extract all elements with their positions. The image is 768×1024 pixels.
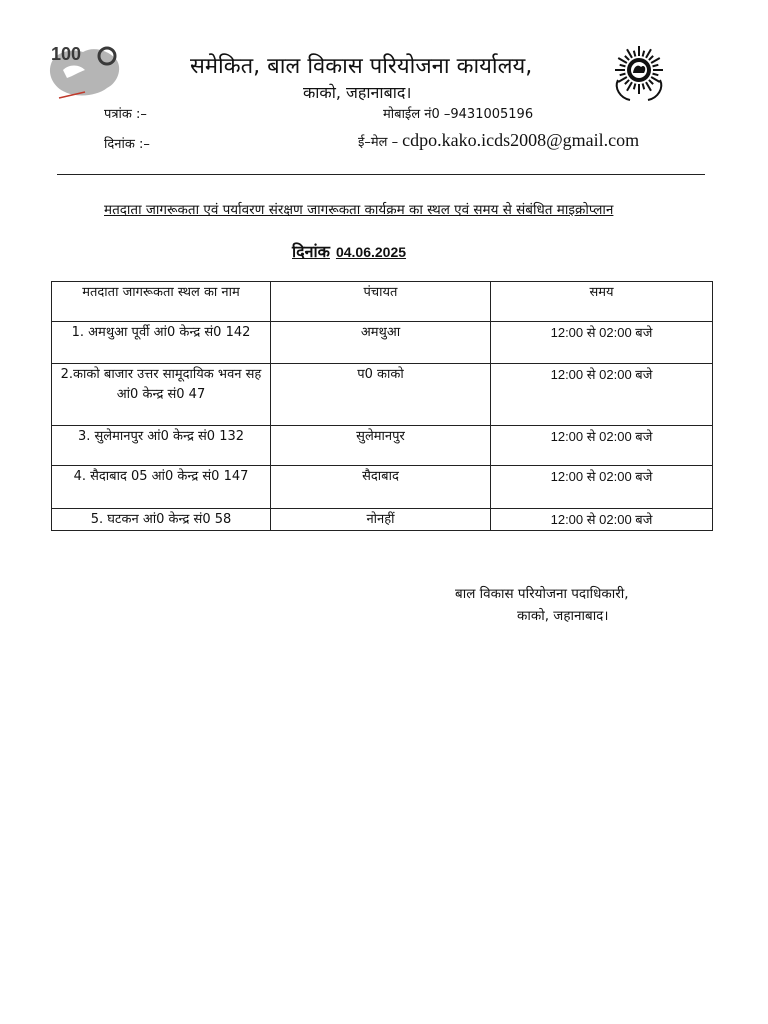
table-row bbox=[52, 509, 713, 531]
panchayat-cell: नोनहीं bbox=[271, 509, 491, 531]
time-cell: 12:00 से 02:00 बजे bbox=[491, 364, 713, 426]
microplan-table bbox=[51, 281, 713, 531]
panchayat-cell: अमथुआ bbox=[271, 322, 491, 364]
reference-number-label: पत्रांक :– bbox=[104, 107, 147, 122]
email-address: cdpo.kako.icds2008@gmail.com bbox=[402, 130, 640, 150]
emblem-ray bbox=[649, 56, 653, 60]
emblem-ray bbox=[651, 58, 660, 63]
emblem-ray bbox=[620, 65, 626, 67]
time-cell: 12:00 से 02:00 बजे bbox=[491, 466, 713, 509]
signatory-location: काको, जहानाबाद। bbox=[517, 608, 609, 624]
letter-date-label: दिनांक :– bbox=[104, 137, 150, 152]
emblem-ray bbox=[618, 58, 627, 63]
header-site: मतदाता जागरूकता स्थल का नाम bbox=[52, 282, 271, 322]
program-date-label: दिनांक bbox=[292, 242, 330, 261]
table-header-row bbox=[52, 282, 713, 322]
emblem-ray bbox=[651, 77, 660, 82]
header-panchayat: पंचायत bbox=[271, 282, 491, 322]
emblem-ray bbox=[634, 51, 636, 57]
emblem-ray bbox=[653, 74, 659, 76]
site-cell: 1. अमथुआ पूर्वी आं0 केन्द्र सं0 142 bbox=[52, 322, 271, 364]
emblem-ray bbox=[625, 80, 629, 84]
site-cell: 3. सुलेमानपुर आं0 केन्द्र सं0 132 bbox=[52, 426, 271, 466]
header-time: समय bbox=[491, 282, 713, 322]
emblem-ray bbox=[627, 49, 632, 58]
left-logo-number: 100 bbox=[51, 44, 82, 64]
emblem-ray bbox=[625, 56, 629, 60]
mobile-number: मोबाईल नं0 –9431005196 bbox=[383, 107, 534, 122]
emblem-ray bbox=[643, 84, 645, 90]
emblem-ray bbox=[653, 65, 659, 67]
table-row bbox=[52, 466, 713, 509]
office-title: समेकित, बाल विकास परियोजना कार्यालय, bbox=[190, 54, 533, 79]
table-row bbox=[52, 364, 713, 426]
emblem-ray bbox=[649, 80, 653, 84]
site-cell: 5. घटकन आं0 केन्द्र सं0 58 bbox=[52, 509, 271, 531]
panchayat-cell: सुलेमानपुर bbox=[271, 426, 491, 466]
time-cell: 12:00 से 02:00 बजे bbox=[491, 426, 713, 466]
table-row bbox=[52, 322, 713, 364]
time-cell: 12:00 से 02:00 बजे bbox=[491, 322, 713, 364]
icds-emblem-graphic bbox=[606, 40, 670, 104]
email-line bbox=[358, 130, 639, 151]
program-date-heading bbox=[292, 240, 406, 262]
time-cell: 12:00 से 02:00 बजे bbox=[491, 509, 713, 531]
emblem-ray bbox=[646, 82, 651, 91]
emblem-ray bbox=[646, 49, 651, 58]
program-date-value: 04.06.2025 bbox=[335, 244, 407, 260]
emblem-ray bbox=[618, 77, 627, 82]
icds-emblem bbox=[606, 40, 670, 104]
site-cell: 2.काको बाजार उत्तर सामूदायिक भवन सह आं0 केन्द्र सं0 47 bbox=[52, 364, 271, 426]
panchayat-cell: सैदाबाद bbox=[271, 466, 491, 509]
subject-line: मतदाता जागरूकता एवं पर्यावरण संरक्षण जागरूकता कार्यक्रम का स्थल एवं समय से संबंधित माइक्रोप्लान bbox=[104, 202, 614, 218]
email-label: ई–मेल – bbox=[358, 135, 399, 150]
panchayat-cell: प0 काको bbox=[271, 364, 491, 426]
emblem-ray bbox=[620, 74, 626, 76]
site-cell: 4. सैदाबाद 05 आं0 केन्द्र सं0 147 bbox=[52, 466, 271, 509]
table-row bbox=[52, 426, 713, 466]
left-logo-graphic bbox=[45, 42, 127, 102]
emblem-ray bbox=[627, 82, 632, 91]
emblem-ray bbox=[643, 51, 645, 57]
header-divider bbox=[57, 174, 705, 175]
emblem-ray bbox=[634, 84, 636, 90]
signatory-designation: बाल विकास परियोजना पदाधिकारी, bbox=[455, 586, 629, 602]
office-location: काको, जहानाबाद। bbox=[303, 83, 412, 102]
left-logo bbox=[45, 42, 127, 102]
